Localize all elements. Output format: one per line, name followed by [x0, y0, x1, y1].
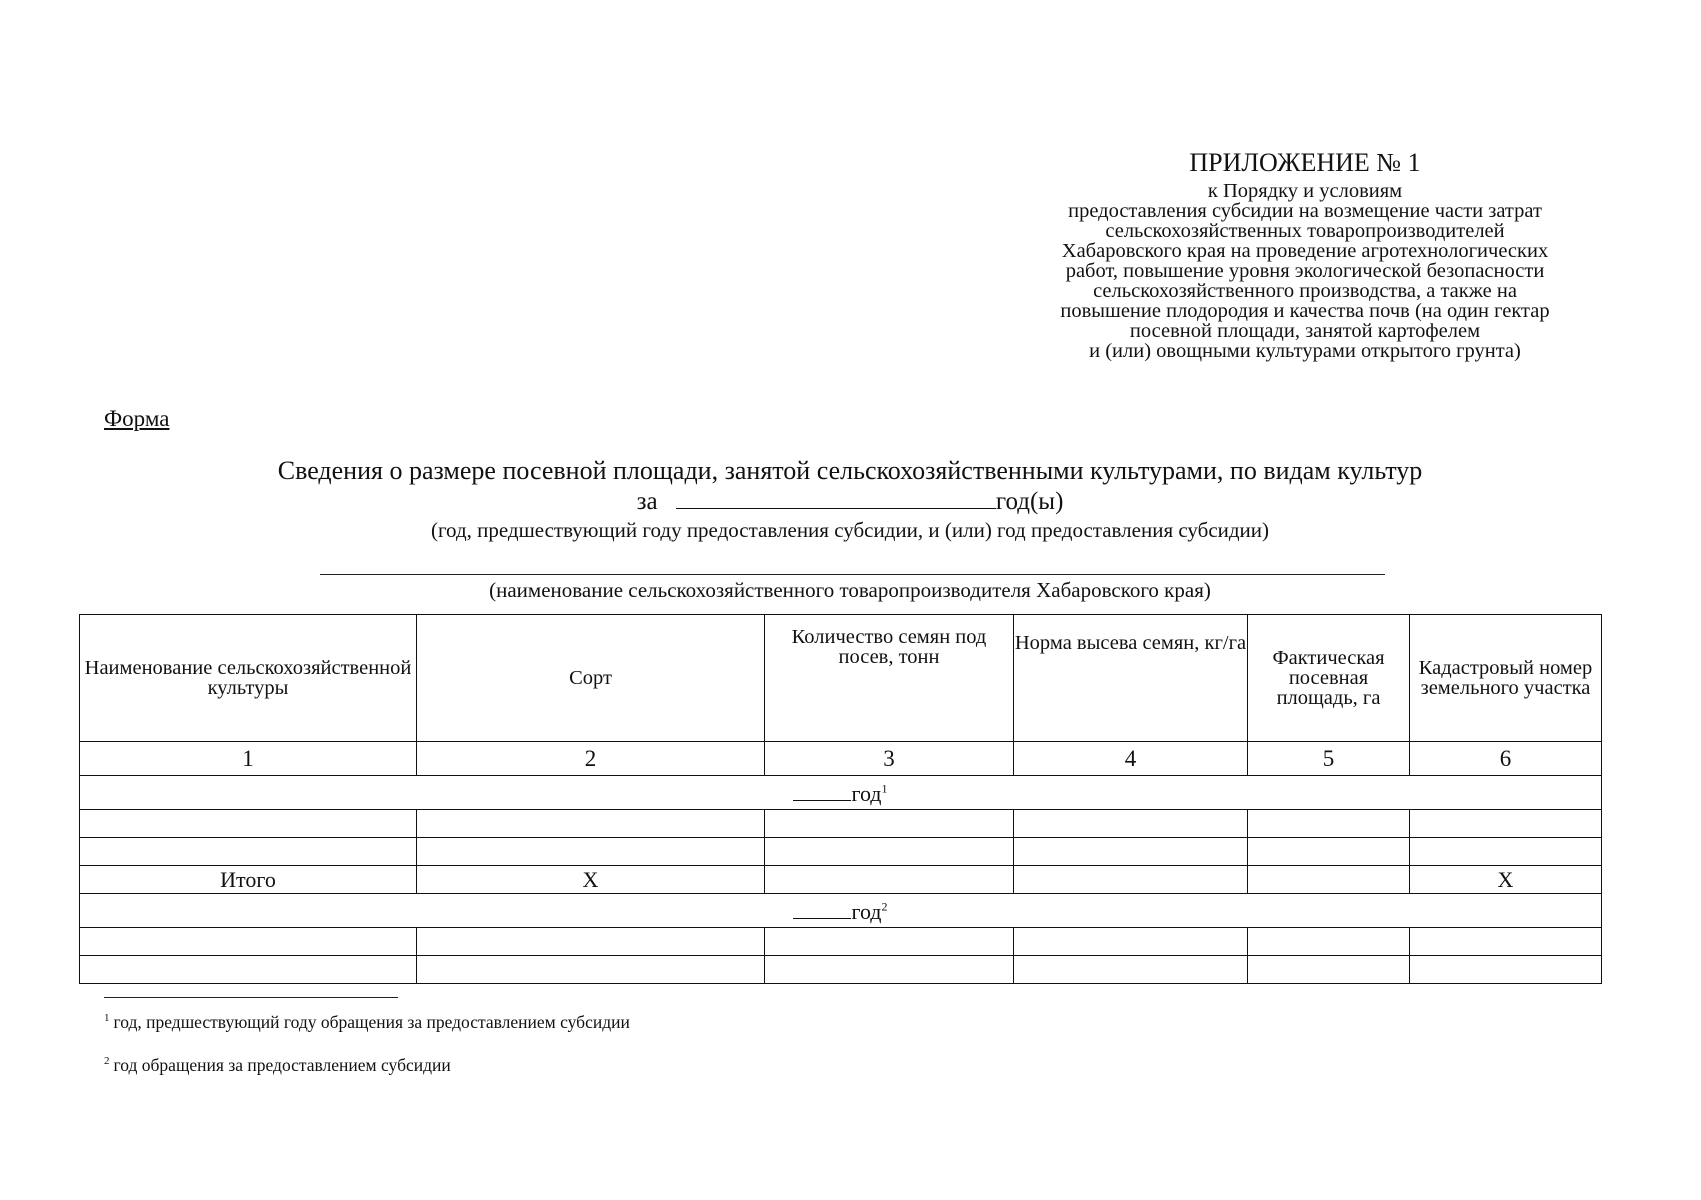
year-1-blank-field[interactable]	[793, 782, 851, 801]
column-header: Норма высева семян, кг/га	[1014, 615, 1248, 742]
year-1-cell	[80, 776, 1602, 810]
column-header: Наименование сельскохозяйственной культуры	[80, 615, 417, 742]
table-cell[interactable]	[765, 956, 1014, 984]
footnote-text: год обращения за предоставлением субсидии	[113, 1055, 451, 1075]
appendix-line: и (или) овощными культурами открытого грунта)	[1089, 340, 1521, 362]
year-2-row	[80, 894, 1602, 928]
table-cell[interactable]	[80, 810, 417, 838]
table-row	[80, 928, 1602, 956]
appendix-block	[1000, 148, 1610, 361]
table-cell[interactable]	[1248, 866, 1410, 894]
table-cell[interactable]	[417, 838, 765, 866]
year-2-cell	[80, 894, 1602, 928]
cross-mark: X	[1410, 866, 1602, 894]
column-number: 4	[1014, 742, 1248, 776]
total-row	[80, 866, 1602, 894]
producer-hint: (наименование сельскохозяйственного товаропроизводителя Хабаровского края)	[489, 578, 1211, 602]
column-number: 2	[417, 742, 765, 776]
column-number: 3	[765, 742, 1014, 776]
table-cell[interactable]	[1248, 928, 1410, 956]
table-cell[interactable]	[1410, 838, 1602, 866]
appendix-line: работ, повышение уровня экологической безопасности	[1065, 260, 1545, 282]
appendix-line: сельскохозяйственных товаропроизводителей	[1105, 220, 1505, 242]
table-cell[interactable]	[1014, 866, 1248, 894]
period-hint: (год, предшествующий году предоставления субсидии, и (или) год предоставления субсидии)	[430, 518, 1270, 542]
footnote-text: год, предшествующий году обращения за предоставлением субсидии	[113, 1012, 630, 1032]
table-cell[interactable]	[417, 928, 765, 956]
sown-area-table	[79, 614, 1602, 984]
year-1-row	[80, 776, 1602, 810]
table-row	[80, 810, 1602, 838]
table-row	[80, 838, 1602, 866]
period-prefix: за	[636, 488, 658, 515]
period-line	[80, 486, 1620, 517]
table-cell[interactable]	[80, 838, 417, 866]
table-cell[interactable]	[1014, 928, 1248, 956]
table-cell[interactable]	[80, 956, 417, 984]
footnote-mark: 2	[104, 1055, 110, 1068]
table-row	[80, 956, 1602, 984]
table-cell[interactable]	[1014, 838, 1248, 866]
footnote	[104, 1055, 451, 1075]
year-label: год	[851, 780, 882, 806]
table-cell[interactable]	[80, 928, 417, 956]
table-cell[interactable]	[1248, 956, 1410, 984]
table-cell[interactable]	[765, 838, 1014, 866]
table-header-row	[80, 615, 1602, 742]
table-cell[interactable]	[1410, 810, 1602, 838]
table-cell[interactable]	[417, 956, 765, 984]
form-label: Форма	[104, 406, 170, 431]
appendix-line: посевной площади, занятой картофелем	[1129, 320, 1481, 342]
column-number: 6	[1410, 742, 1602, 776]
column-header: Фактическая посевная площадь, га	[1248, 615, 1410, 742]
table-cell[interactable]	[1014, 956, 1248, 984]
appendix-line: Хабаровского края на проведение агротехнологических	[1061, 240, 1549, 262]
table-cell[interactable]	[417, 810, 765, 838]
appendix-line: к Порядку и условиям	[1207, 180, 1403, 202]
appendix-line: повышение плодородия и качества почв (на один гектар	[1060, 300, 1550, 322]
footnote-ref: 1	[881, 781, 888, 796]
footnote-ref: 2	[881, 899, 888, 914]
column-header: Сорт	[417, 615, 765, 742]
footnote-separator	[104, 997, 398, 998]
column-header: Кадастровый номер земельного участка	[1410, 615, 1602, 742]
table-cell[interactable]	[765, 928, 1014, 956]
table-cell[interactable]	[1248, 838, 1410, 866]
table-cell[interactable]	[1410, 956, 1602, 984]
table-cell[interactable]	[1014, 810, 1248, 838]
cross-mark: X	[417, 866, 765, 894]
column-number: 1	[80, 742, 417, 776]
appendix-heading: ПРИЛОЖЕНИЕ № 1	[1189, 148, 1421, 177]
year-2-blank-field[interactable]	[793, 900, 851, 919]
footnote-mark: 1	[104, 1012, 110, 1025]
table-cell[interactable]	[1410, 928, 1602, 956]
table-cell[interactable]	[1248, 810, 1410, 838]
column-header: Количество семян под посев, тонн	[765, 615, 1014, 742]
document-title: Сведения о размере посевной площади, занятой сельскохозяйственными культурами, по видам культур	[277, 456, 1423, 485]
producer-name-field[interactable]	[320, 574, 1385, 575]
period-suffix: год(ы)	[995, 488, 1064, 515]
column-number: 5	[1248, 742, 1410, 776]
period-blank-field[interactable]	[676, 486, 996, 509]
appendix-line: сельскохозяйственного производства, а также на	[1093, 280, 1517, 302]
table-cell[interactable]	[765, 810, 1014, 838]
footnote	[104, 1012, 630, 1032]
table-cell[interactable]	[765, 866, 1014, 894]
appendix-line: предоставления субсидии на возмещение части затрат	[1068, 200, 1542, 222]
total-label: Итого	[80, 866, 417, 894]
year-label: год	[851, 898, 882, 924]
column-number-row	[80, 742, 1602, 776]
